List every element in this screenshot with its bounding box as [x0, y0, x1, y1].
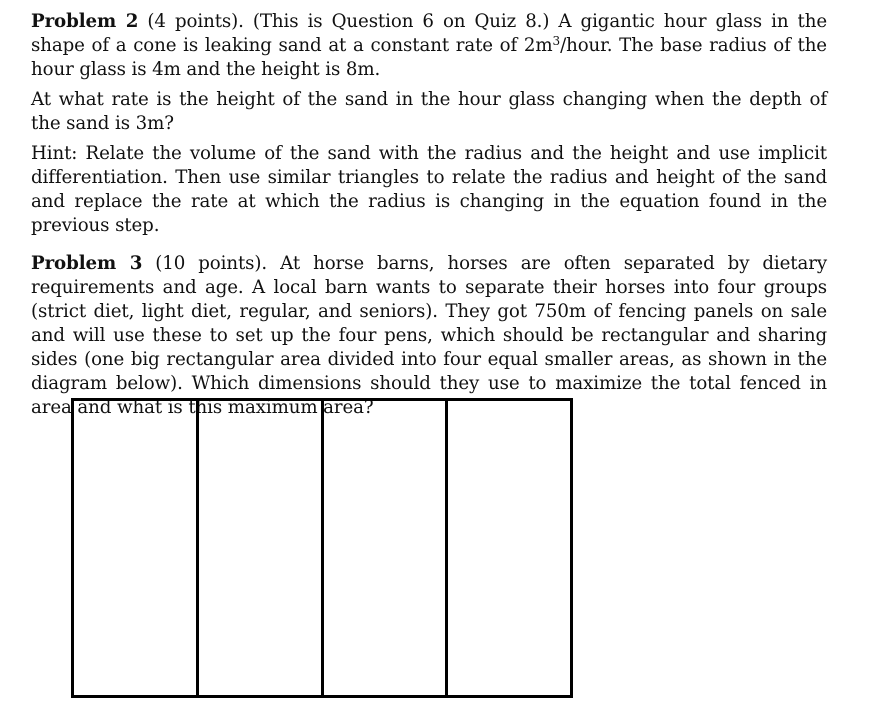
pen-3: [324, 401, 449, 695]
problem-2-hint: Hint: Relate the volume of the sand with the radius and the height and use implicit differentiation. Then use similar triangles to relate the radius and height of the sand and replace the rate at which the radius is changing in the equation found in the previous step.: [31, 143, 827, 236]
problem-2-intro-tail: /hour. The base radius of the hour glass is 4m and the height is 8m.: [31, 35, 827, 80]
pen-1: [74, 401, 199, 695]
document-page: [31, 10, 827, 420]
problem-2-label: Problem 2: [31, 11, 139, 32]
pen-4: [448, 401, 570, 695]
pen-2: [199, 401, 324, 695]
problem-3-points: (10 points).: [155, 253, 268, 274]
pen-diagram: [71, 398, 573, 698]
problem-3-text: At horse barns, horses are often separated by dietary requirements and age. A local barn wants to separate their horses into four groups (strict diet, light diet, regular, and seniors). They got 750m of fencing panels on sale and will use these to set up the four pens, which should be rectangular and sharing sides (one big rectangular area divided into four equal smaller areas, as shown in the diagram below). Which dimensions should they use to maximize the total fenced in area and what is this maximum area?: [31, 253, 828, 418]
problem-2-statement: [31, 10, 827, 82]
problem-2-rate-exponent: 3: [552, 34, 561, 48]
problem-2-question: At what rate is the height of the sand in the hour glass changing when the depth of the sand is 3m?: [31, 89, 827, 134]
problem-3-statement: [31, 252, 827, 420]
problem-3-label: Problem 3: [31, 253, 143, 274]
problem-2-points: (4 points).: [147, 11, 244, 32]
problem-2-intro: (This is Question 6 on Quiz 8.) A gigantic hour glass in the shape of a cone is leaking sand at a constant rate of 2m: [31, 11, 828, 56]
